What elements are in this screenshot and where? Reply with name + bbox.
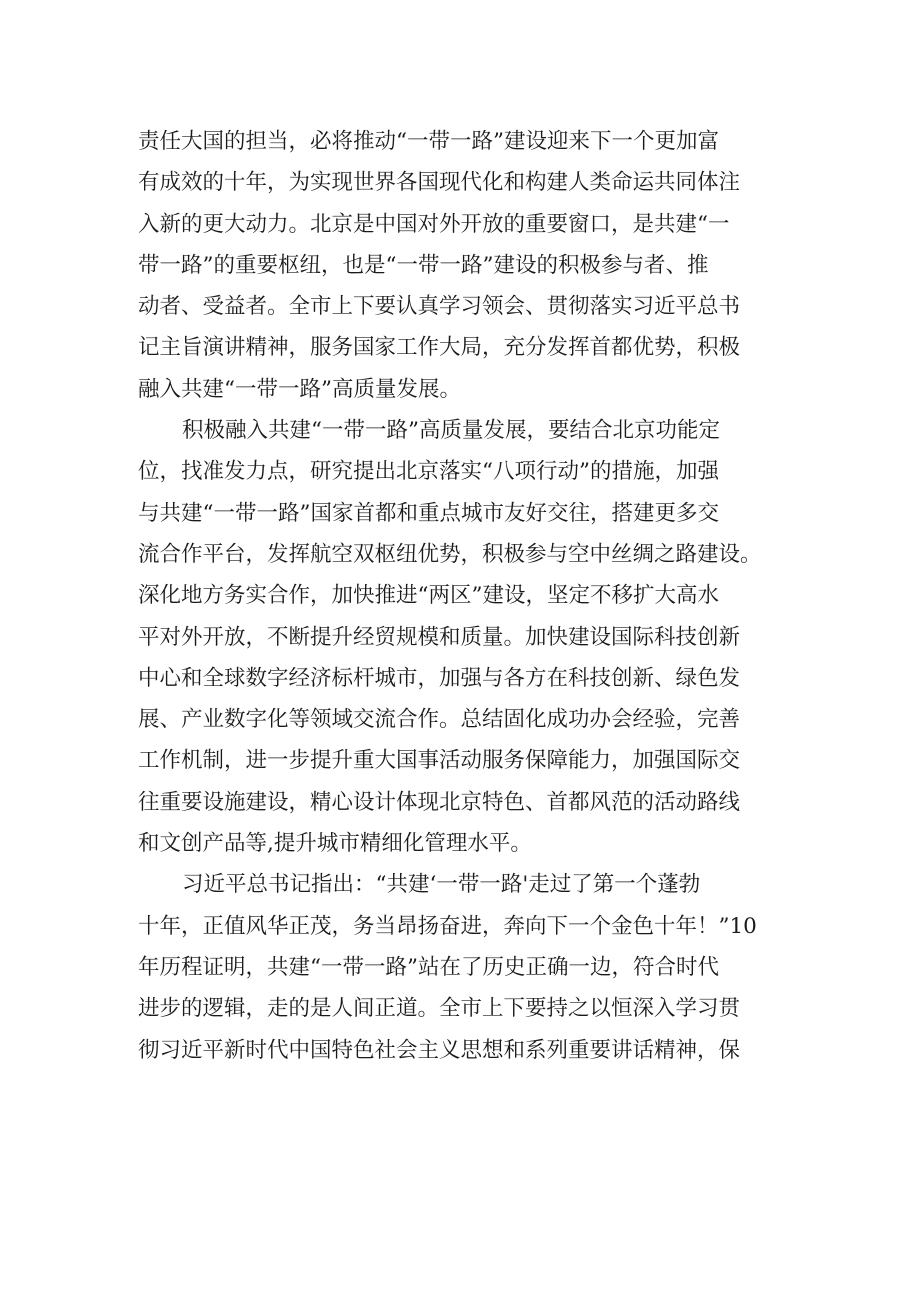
paragraph-first-line: 积极融入共建“一带一路”高质量发展，要结合北京功能定 bbox=[182, 418, 720, 444]
text-line: 展、产业数字化等领域交流合作。总结固化成功办会经验，完善 bbox=[138, 707, 741, 733]
text-line: 流合作平台，发挥航空双枢纽优势，积极参与空中丝绸之路建设。 bbox=[138, 541, 762, 567]
text-line: 和文创产品等,提升城市精细化管理水平。 bbox=[138, 831, 532, 857]
document-body bbox=[138, 121, 798, 1071]
text-line: 带一路”的重要枢纽，也是“一带一路”建设的积极参与者、推 bbox=[138, 252, 709, 278]
text-line: 进步的逻辑，走的是人间正道。全市上下要持之以恒深入学习贯 bbox=[138, 996, 741, 1022]
text-line: 记主旨演讲精神，服务国家工作大局，充分发挥首都优势，积极 bbox=[138, 335, 741, 361]
text-line: 位，找准发力点，研究提出北京落实“八项行动”的措施，加强 bbox=[138, 459, 719, 485]
text-line: 十年，正值风华正茂，务当昂扬奋进，奔向下一个金色十年！”10 bbox=[138, 913, 757, 939]
text-line: 融入共建“一带一路”高质量发展。 bbox=[138, 376, 461, 402]
paragraph-first-line: 习近平总书记指出：“共建‘一带一路'走过了第一个蓬勃 bbox=[182, 872, 701, 898]
text-line: 责任大国的担当，必将推动“一带一路”建设迎来下一个更加富 bbox=[138, 129, 719, 154]
text-line: 深化地方务实合作，加快推进“两区”建设，坚定不移扩大高水 bbox=[138, 583, 719, 609]
text-line: 入新的更大动力。北京是中国对外开放的重要窗口，是共建“一 bbox=[138, 211, 730, 237]
text-line: 平对外开放，不断提升经贸规模和质量。加快建设国际科技创新 bbox=[138, 624, 741, 650]
text-line: 与共建“一带一路”国家首都和重点城市友好交往，搭建更多交 bbox=[138, 500, 719, 526]
text-line: 有成效的十年，为实现世界各国现代化和构建人类命运共同体注 bbox=[138, 170, 741, 196]
text-line: 往重要设施建设，精心设计体现北京特色、首都风范的活动路线 bbox=[138, 789, 741, 815]
text-line: 中心和全球数字经济标杆城市，加强与各方在科技创新、绿色发 bbox=[138, 665, 741, 691]
text-line: 年历程证明，共建“一带一路”站在了历史正确一边，符合时代 bbox=[138, 954, 719, 980]
text-line: 彻习近平新时代中国特色社会主义思想和系列重要讲话精神，保 bbox=[138, 1037, 741, 1063]
text-line: 工作机制，进一步提升重大国事活动服务保障能力，加强国际交 bbox=[138, 748, 741, 774]
text-line: 动者、受益者。全市上下要认真学习领会、贯彻落实习近平总书 bbox=[138, 294, 741, 320]
